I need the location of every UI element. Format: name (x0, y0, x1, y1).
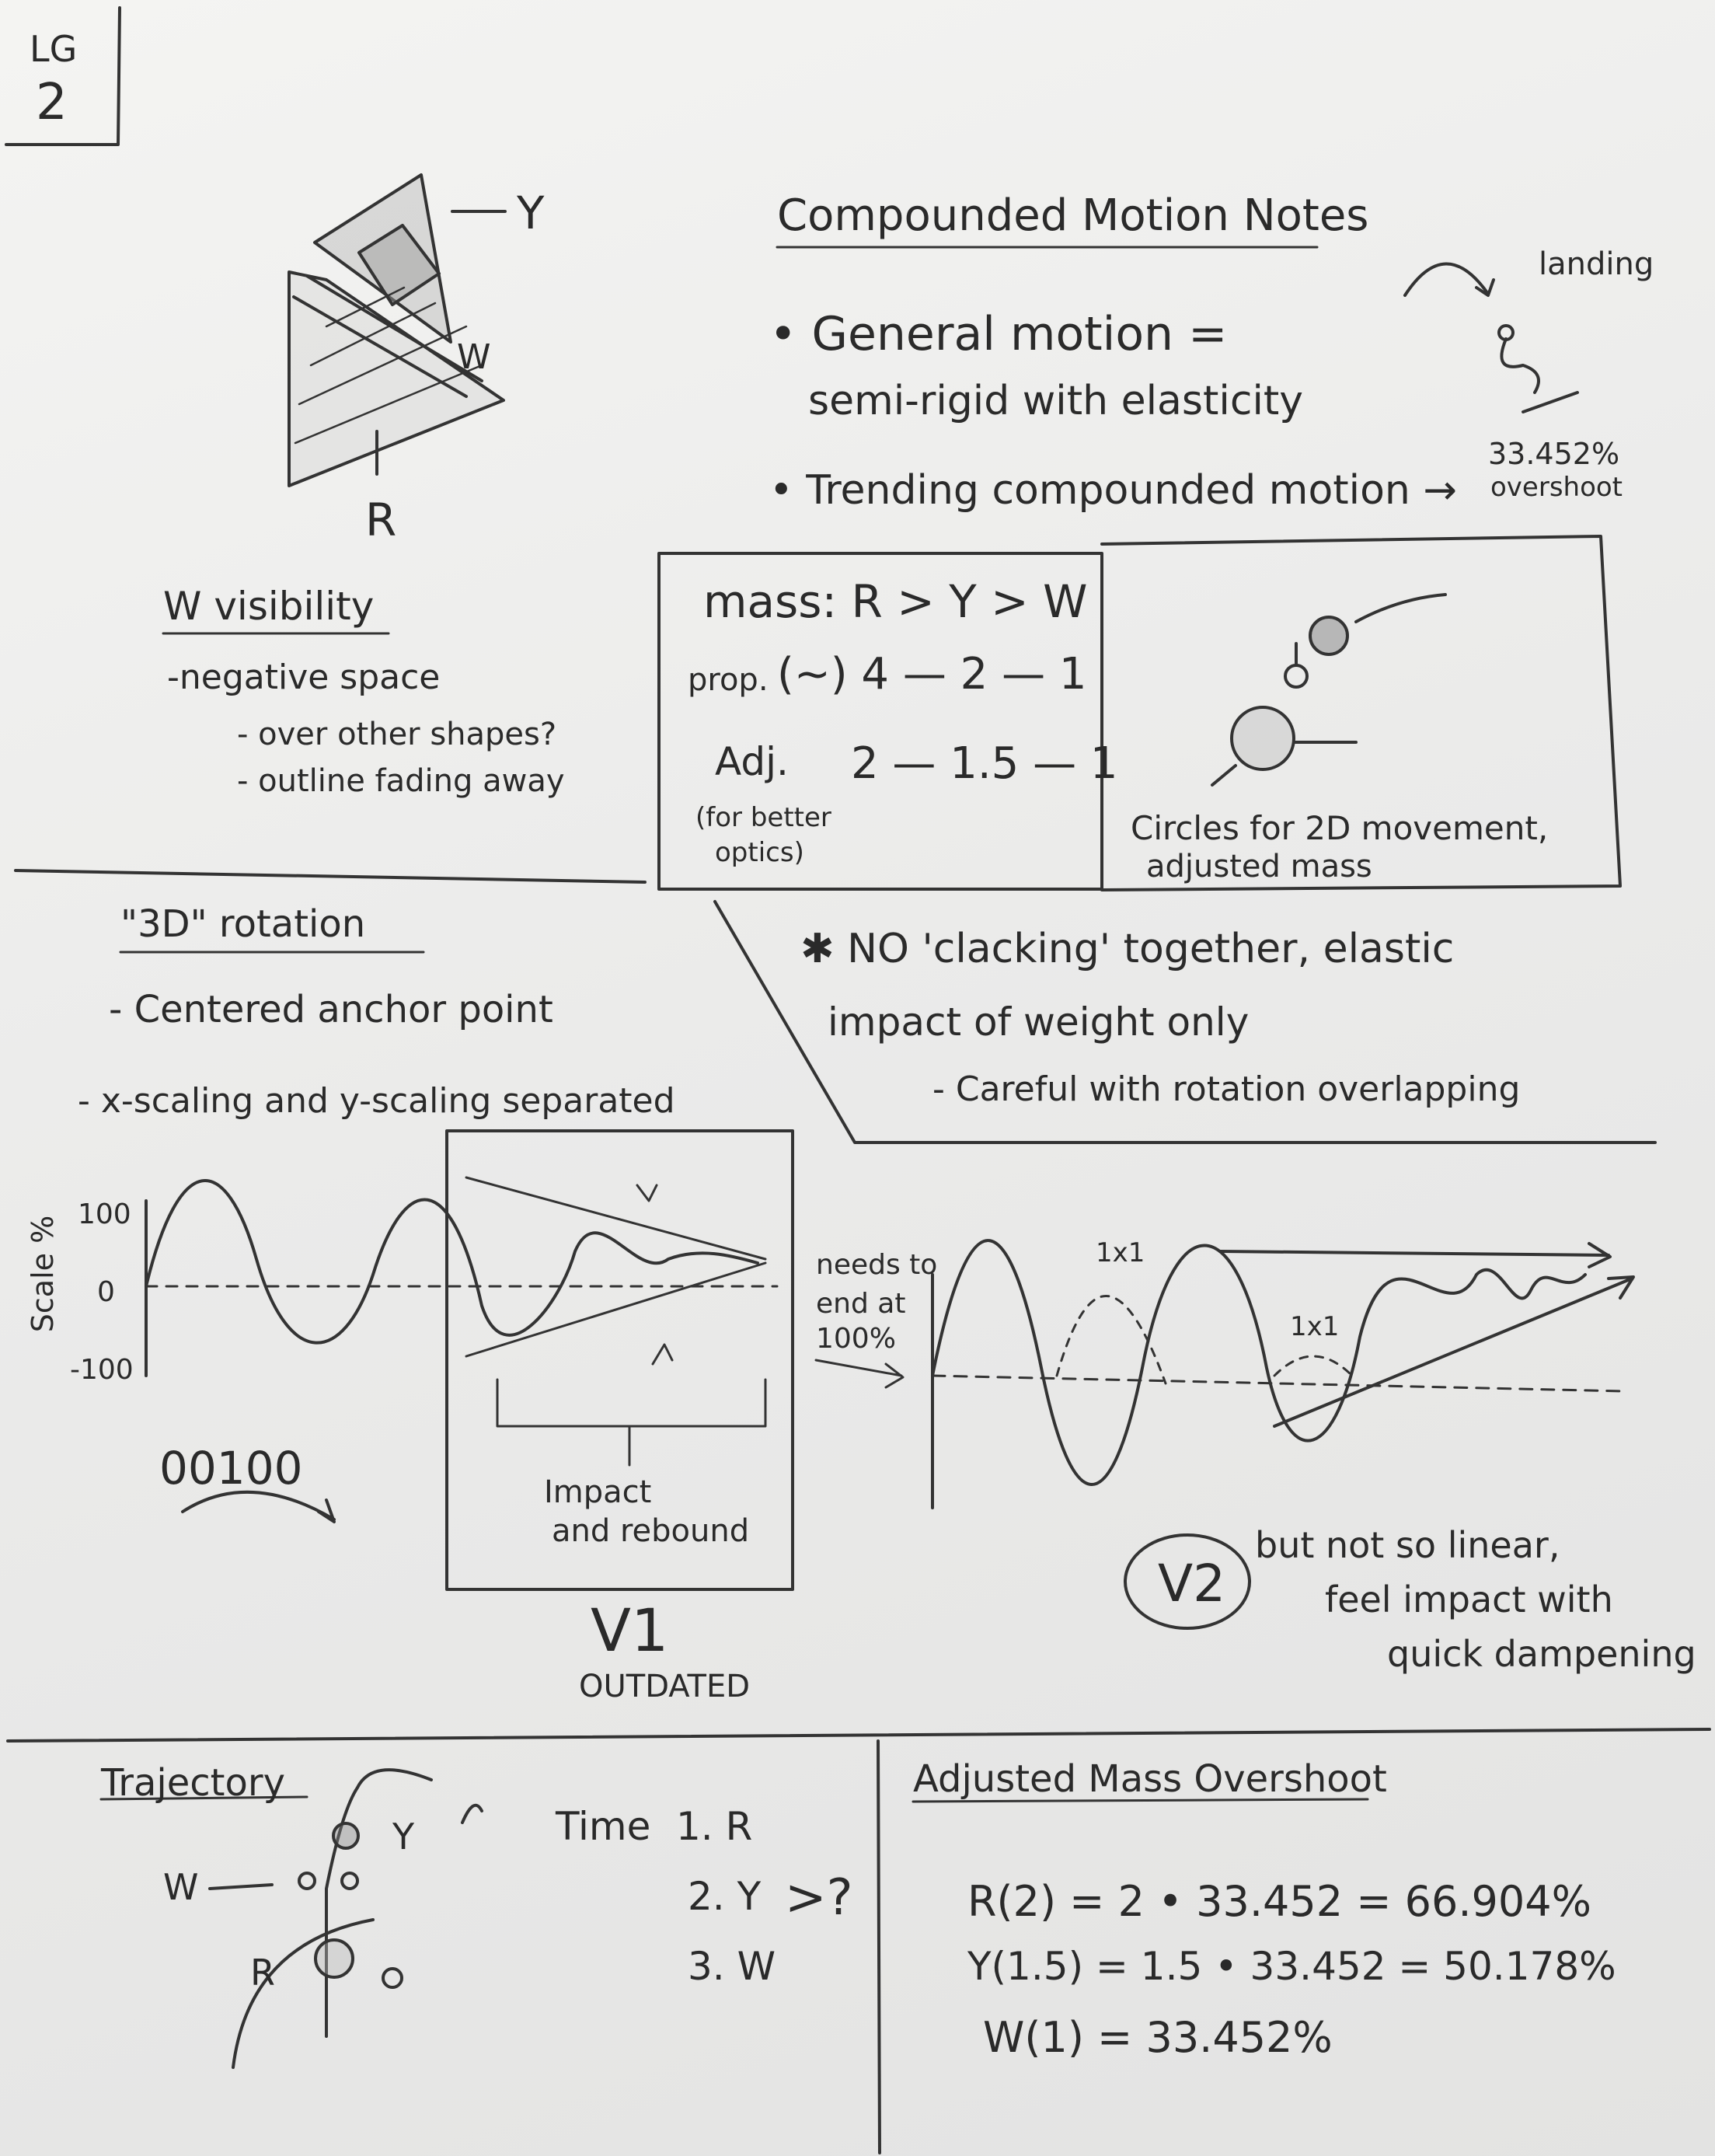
overshoot-line-2: Y(1.5) = 1.5 • 33.452 = 50.178% (967, 1944, 1616, 1989)
note-line-3: - Careful with rotation overlapping (932, 1069, 1521, 1109)
circles-caption-2: adjusted mass (1146, 849, 1372, 884)
page-tag-line2: 2 (36, 74, 68, 131)
note-line-2: impact of weight only (828, 1000, 1250, 1045)
rotation-heading: "3D" rotation (120, 902, 366, 946)
page-tag-line1: LG (30, 28, 78, 70)
time-label: Time (556, 1804, 651, 1849)
bullet-1-line1: • General motion = (769, 307, 1228, 361)
rotation-item-1: - Centered anchor point (109, 988, 553, 1031)
time-mark: >? (785, 1869, 853, 1927)
landing-label: landing (1539, 246, 1654, 282)
v2-marker-1: 1x1 (1096, 1237, 1145, 1268)
trajectory-sketch (101, 1770, 482, 2067)
v1-name: V1 (591, 1596, 669, 1665)
v1-arrow (183, 1492, 334, 1522)
v1-status: OUTDATED (579, 1669, 751, 1704)
shape-label-w: W (457, 337, 491, 377)
v1-wave (146, 1181, 758, 1343)
landing-caption: overshoot (1490, 472, 1623, 503)
needs-note-3: 100% (816, 1323, 896, 1355)
overshoot-line-3: W(1) = 33.452% (983, 2013, 1333, 2062)
trajectory-w: W (163, 1866, 199, 1908)
v1-bracket-label-2: and rebound (552, 1513, 750, 1549)
bullet-2: • Trending compounded motion → (769, 467, 1457, 514)
v2-wave (932, 1237, 1585, 1484)
overshoot-line-1: R(2) = 2 • 33.452 = 66.904% (967, 1877, 1591, 1926)
w-visibility-item-1: -negative space (167, 658, 441, 697)
adj-note-1: (for better (695, 802, 831, 833)
divider-bottom (8, 1729, 1710, 1741)
prop-value: (~) 4 — 2 — 1 (777, 649, 1087, 699)
divider-left (16, 870, 645, 882)
circles-caption-1: Circles for 2D movement, (1131, 809, 1549, 847)
bullet-1-line2: semi-rigid with elasticity (808, 378, 1304, 424)
needs-note-2: end at (816, 1288, 906, 1320)
w-visibility-item-3: - outline fading away (237, 763, 565, 799)
shape-label-y: Y (517, 187, 545, 239)
v1-tick-100: 100 (78, 1198, 131, 1230)
w-visibility-item-2: - over other shapes? (237, 717, 557, 752)
shapes-sketch (289, 175, 505, 486)
landing-sketch (1405, 263, 1577, 412)
v2-note-2: feel impact with (1325, 1579, 1613, 1620)
time-order-3: 3. W (688, 1944, 776, 1989)
needs-note-1: needs to (816, 1249, 938, 1281)
v2-marker-2: 1x1 (1290, 1311, 1340, 1342)
circles-diagram (1212, 595, 1445, 785)
adj-label: Adj. (715, 739, 789, 784)
v1-pattern: 00100 (159, 1442, 303, 1495)
v1-ylabel: Scale % (26, 1215, 61, 1333)
v1-bracket (497, 1380, 765, 1465)
adj-value: 2 — 1.5 — 1 (851, 738, 1118, 789)
v1-bracket-label-1: Impact (544, 1474, 652, 1510)
note-line-1: ✱ NO 'clacking' together, elastic (800, 926, 1455, 972)
page-title: Compounded Motion Notes (777, 190, 1369, 241)
w-visibility-heading: W visibility (163, 584, 375, 629)
trajectory-heading: Trajectory (101, 1761, 285, 1805)
v2-note-3: quick dampening (1387, 1633, 1696, 1675)
divider-vertical (878, 1741, 880, 2153)
shape-label-r: R (365, 494, 397, 546)
rotation-item-2: - x-scaling and y-scaling separated (78, 1081, 675, 1121)
adj-note-2: optics) (715, 837, 804, 868)
v1-tick-0: 0 (97, 1276, 115, 1308)
overshoot-heading: Adjusted Mass Overshoot (913, 1757, 1387, 1801)
prop-label: prop. (688, 662, 769, 698)
v2-chart (932, 1237, 1633, 1628)
v1-tick-neg100: -100 (70, 1354, 134, 1386)
landing-value: 33.452% (1488, 437, 1620, 471)
trajectory-y: Y (392, 1816, 415, 1858)
time-order-1: 1. R (676, 1804, 753, 1849)
v2-name: V2 (1158, 1554, 1226, 1614)
v2-note-1: but not so linear, (1255, 1524, 1560, 1566)
trajectory-r: R (250, 1952, 275, 1994)
mass-order: mass: R > Y > W (703, 575, 1088, 628)
time-order-2: 2. Y (688, 1874, 762, 1919)
